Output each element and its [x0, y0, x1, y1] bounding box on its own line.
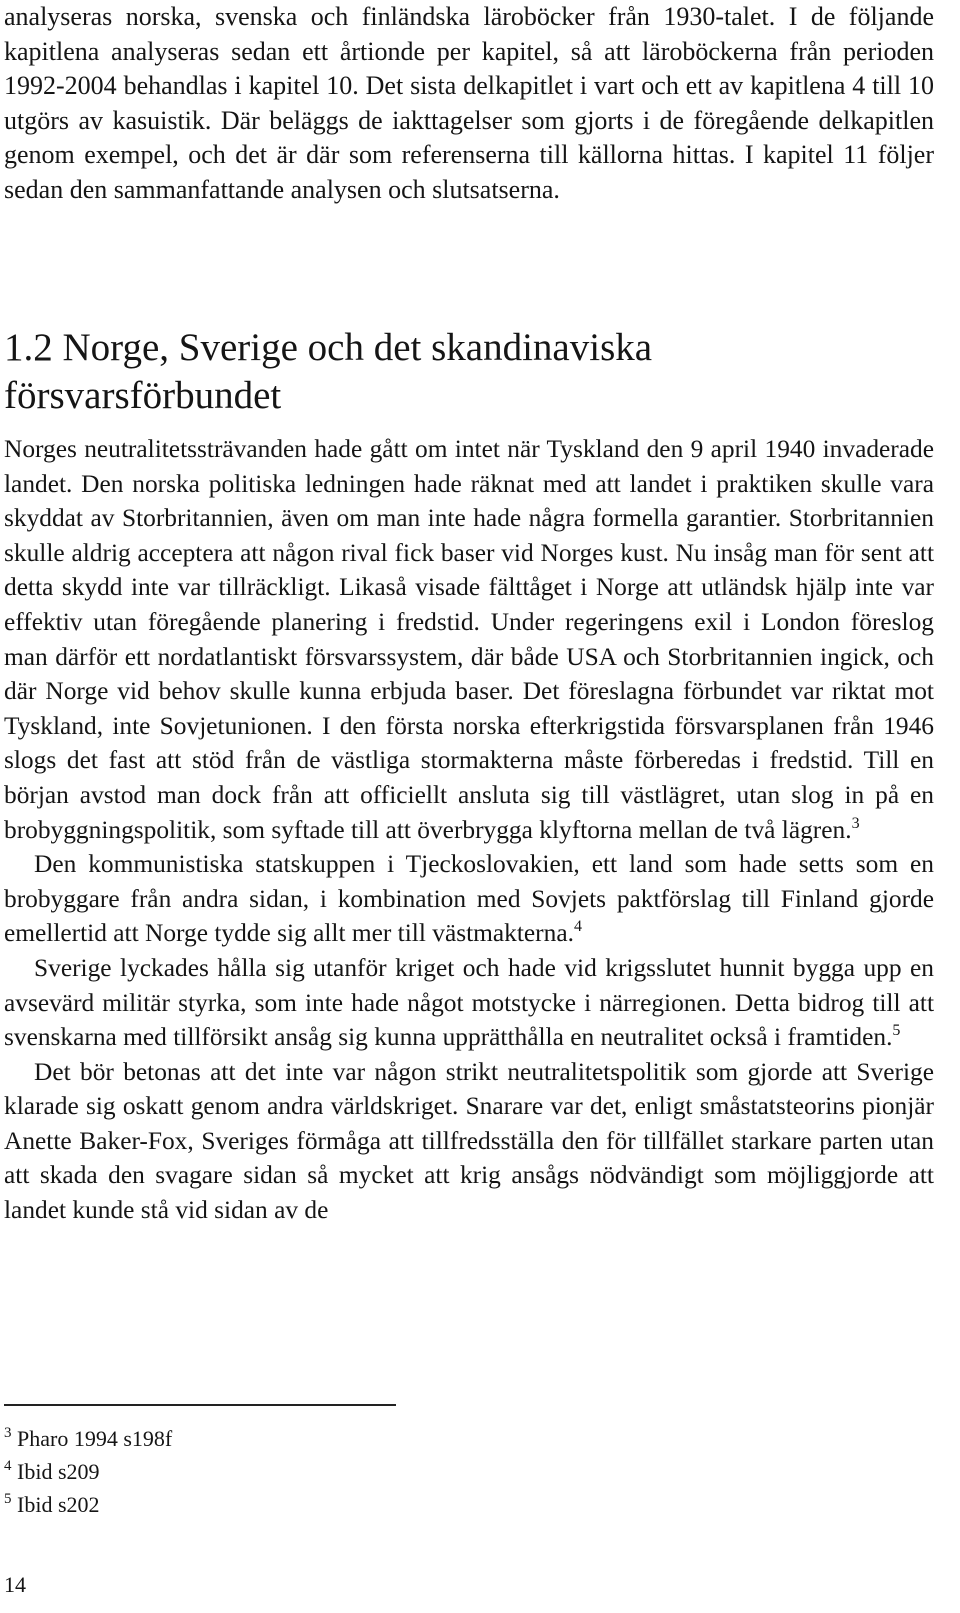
body-paragraph-3 — [4, 951, 934, 1055]
footnote-divider — [4, 1404, 396, 1406]
page-number: 14 — [4, 1572, 26, 1597]
footnote-text: Ibid s202 — [17, 1492, 100, 1517]
document-page — [4, 0, 934, 1613]
footnote-text: Ibid s209 — [17, 1459, 100, 1484]
footnote-number: 5 — [4, 1491, 12, 1507]
footnotes — [4, 1422, 604, 1521]
body-paragraph-4 — [4, 1055, 934, 1228]
footnote-ref[interactable]: 3 — [851, 814, 860, 832]
paragraph-text: Det bör betonas att det inte var någon strikt neutralitetspolitik som gjorde att Sverige klarade sig oskatt genom andra världskriget. Snarare var det, enligt småstatsteorins pionjär Anette Baker-Fox, Sveriges förmåga att tillfredsställa den för tillfället starkare parten utan att skada den svagare sidan så mycket att krig ansågs nödvändigt som möjliggjorde att landet kunde stå vid sidan av de — [4, 1057, 934, 1225]
footnote-ref[interactable]: 4 — [573, 918, 582, 936]
paragraph-text: Sverige lyckades hålla sig utanför kriget och hade vid krigsslutet hunnit bygga upp en avsevärd militär styrka, som inte hade något motstycke i närregionen. Detta bidrog till att svenskarna med tillförsikt ansåg sig kunna upprätthålla en neutralitet också i framtiden. — [4, 953, 934, 1052]
section-heading: 1.2 Norge, Sverige och det skandinaviska försvarsförbundet — [4, 326, 653, 417]
footnote — [4, 1422, 604, 1455]
paragraph-text: Norges neutralitetssträvanden hade gått om intet när Tyskland den 9 april 1940 invaderade landet. Den norska politiska ledningen hade räknat med att landet i praktiken skulle vara skyddat av Storbritannien, även om man inte hade några formella garantier. Storbritannien skulle aldrig acceptera att någon rival fick baser vid Norges kust. Nu insåg man för sent att detta skydd inte var tillräckligt. Likaså visade fälttåget i Norge att utländsk hjälp inte var effektiv utan föregående planering i fredstid. Under regeringens exil i London föreslog man därför ett nordatlantiskt försvarssystem, där både USA och Storbritannien ingick, och där Norge vid behov skulle kunna erbjuda baser. Det föreslagna förbundet var riktat mot Tyskland, inte Sovjetunionen. I den första norska efterkrigstida försvarsplanen från 1946 slogs det fast att stöd från de västliga stormakterna måste förberedas i fredstid. Till en början avstod man dock från att officiellt ansluta sig till västlägret, utan slog in på en brobyggningspolitik, som syftade till att överbrygga klyftorna mellan de två lägren. — [4, 435, 934, 844]
footnote-number: 3 — [4, 1425, 12, 1441]
intro-paragraph: analyseras norska, svenska och finländska läroböcker från 1930-talet. I de följande kapitlena analyseras sedan ett årtionde per kapitel, så att läroböckerna från perioden 1992-2004 behandlas i kapitel 10. Det sista delkapitlet i vart och ett av kapitlena 4 till 10 utgörs av kasuistik. Där beläggs de iakttagelser som gjorts i de föregående delkapitlen genom exempel, och det är där som referenserna till källorna hittas. I kapitel 11 följer sedan den sammanfattande analysen och slutsatserna. — [4, 2, 934, 204]
body-paragraph-2 — [4, 847, 934, 951]
section-body — [4, 432, 934, 1228]
body-paragraph-1 — [4, 432, 934, 847]
footnote-ref[interactable]: 5 — [892, 1022, 901, 1040]
footnote-number: 4 — [4, 1458, 12, 1474]
footnote — [4, 1455, 604, 1488]
paragraph-text: Den kommunistiska statskuppen i Tjeckoslovakien, ett land som hade setts som en brobyggare från andra sidan, i kombination med Sovjets paktförslag till Finland gjorde emellertid att Norge tydde sig allt mer till västmakterna. — [4, 850, 934, 948]
footnote-text: Pharo 1994 s198f — [17, 1426, 173, 1451]
footnote — [4, 1488, 604, 1521]
